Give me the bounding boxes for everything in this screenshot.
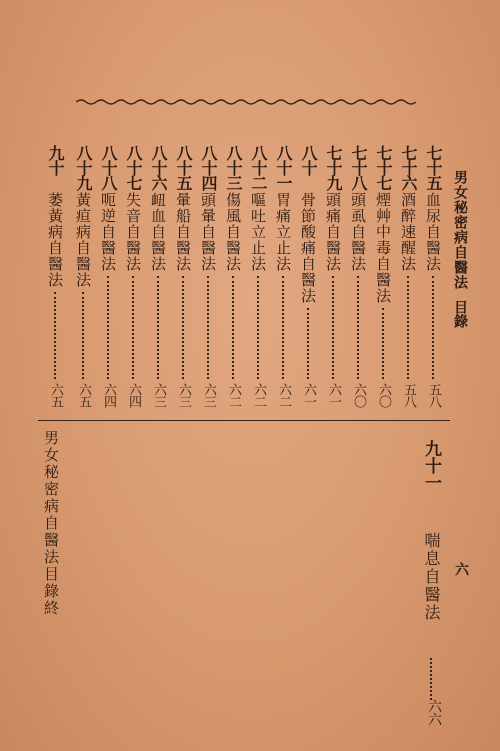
entry-title: 傷風自醫法	[224, 192, 242, 272]
leader-dots	[357, 276, 359, 379]
leader-dots	[132, 276, 134, 379]
entry-number: 八十四	[199, 145, 218, 190]
section-divider	[38, 420, 450, 421]
toc-entry-91[interactable]	[418, 440, 444, 725]
page-number: 六	[453, 562, 469, 576]
entry-page: 六六	[426, 699, 442, 725]
toc-entry[interactable]	[320, 145, 346, 407]
entry-page: 六〇	[351, 383, 366, 407]
toc-entry[interactable]	[70, 145, 96, 407]
entry-number: 九十一	[421, 440, 441, 491]
toc-end-note: 男女秘密病自醫法目錄終	[42, 430, 60, 617]
entry-page: 六二	[251, 383, 266, 407]
leader-dots	[432, 276, 434, 379]
entry-page: 六三	[151, 383, 166, 407]
entry-number: 八十二	[249, 145, 268, 190]
entry-page: 六一	[301, 383, 316, 407]
entry-title: 骨節酸痛自醫法	[299, 192, 317, 304]
entry-page: 六四	[126, 383, 141, 407]
toc-entry[interactable]	[145, 145, 171, 407]
entry-page: 六二	[276, 383, 291, 407]
entry-number: 八十	[299, 145, 318, 175]
running-title: 男女秘密病自醫法	[452, 170, 468, 290]
entry-title: 呃逆自醫法	[99, 192, 117, 272]
entry-page: 六〇	[376, 383, 391, 407]
toc-entry[interactable]	[195, 145, 221, 407]
entry-page: 六二	[226, 383, 241, 407]
entry-title: 失音自醫法	[124, 192, 142, 272]
leader-dots	[257, 276, 259, 379]
entry-title: 喘息自醫法	[422, 532, 441, 622]
entry-number: 七十六	[399, 145, 418, 190]
entry-number: 九十	[46, 145, 65, 175]
entry-title: 衄血自醫法	[149, 192, 167, 272]
entry-title: 血尿自醫法	[424, 192, 442, 272]
leader-dots	[282, 276, 284, 379]
entry-title: 煙艸中毒自醫法	[374, 192, 392, 304]
entry-page: 六三	[201, 383, 216, 407]
entry-number: 七十九	[324, 145, 343, 190]
leader-dots	[307, 308, 309, 379]
entry-title: 頭虱自醫法	[349, 192, 367, 272]
decorative-wavy-rule	[76, 97, 416, 107]
toc-entry[interactable]	[370, 145, 396, 407]
leader-dots	[430, 658, 432, 700]
entry-page: 六三	[176, 383, 191, 407]
entry-number: 八十六	[149, 145, 168, 190]
leader-dots	[54, 292, 56, 379]
entry-number: 八十七	[124, 145, 143, 190]
toc-entry[interactable]	[295, 145, 321, 407]
toc-entry[interactable]	[170, 145, 196, 407]
entry-number: 八十五	[174, 145, 193, 190]
entry-title: 胃痛立止法	[274, 192, 292, 272]
entry-page: 六五	[76, 383, 91, 407]
leader-dots	[207, 276, 209, 379]
entry-title: 酒醉速醒法	[399, 192, 417, 272]
entry-title: 頭痛自醫法	[324, 192, 342, 272]
entry-number: 八十三	[224, 145, 243, 190]
toc-entry[interactable]	[395, 145, 421, 407]
entry-page: 六四	[101, 383, 116, 407]
entry-number: 七十八	[349, 145, 368, 190]
entry-title: 黃疸病自醫法	[74, 192, 92, 288]
section-label: 目錄	[452, 300, 468, 328]
toc-entry[interactable]	[120, 145, 146, 407]
leader-dots	[382, 308, 384, 379]
leader-dots	[82, 292, 84, 379]
entry-number: 七十七	[374, 145, 393, 190]
leader-dots	[157, 276, 159, 379]
entry-number: 八十八	[99, 145, 118, 190]
toc-entry[interactable]	[42, 145, 68, 407]
entry-title: 嘔吐立止法	[249, 192, 267, 272]
toc-entry[interactable]	[270, 145, 296, 407]
entry-title: 萎黃病自醫法	[46, 192, 64, 288]
entry-number: 八十九	[74, 145, 93, 190]
toc-entry[interactable]	[95, 145, 121, 407]
entry-page: 六五	[48, 383, 63, 407]
toc-entry[interactable]	[420, 145, 446, 407]
toc-entry[interactable]	[345, 145, 371, 407]
entry-number: 七十五	[424, 145, 443, 190]
entry-title: 暈船自醫法	[174, 192, 192, 272]
leader-dots	[182, 276, 184, 379]
entry-number: 八十一	[274, 145, 293, 190]
entry-title: 頭暈自醫法	[199, 192, 217, 272]
toc-entry[interactable]	[245, 145, 271, 407]
entry-page: 五八	[426, 383, 441, 407]
leader-dots	[407, 276, 409, 379]
entry-page: 六一	[326, 383, 341, 407]
leader-dots	[332, 276, 334, 379]
leader-dots	[232, 276, 234, 379]
toc-entry[interactable]	[220, 145, 246, 407]
entry-page: 五八	[401, 383, 416, 407]
leader-dots	[107, 276, 109, 379]
